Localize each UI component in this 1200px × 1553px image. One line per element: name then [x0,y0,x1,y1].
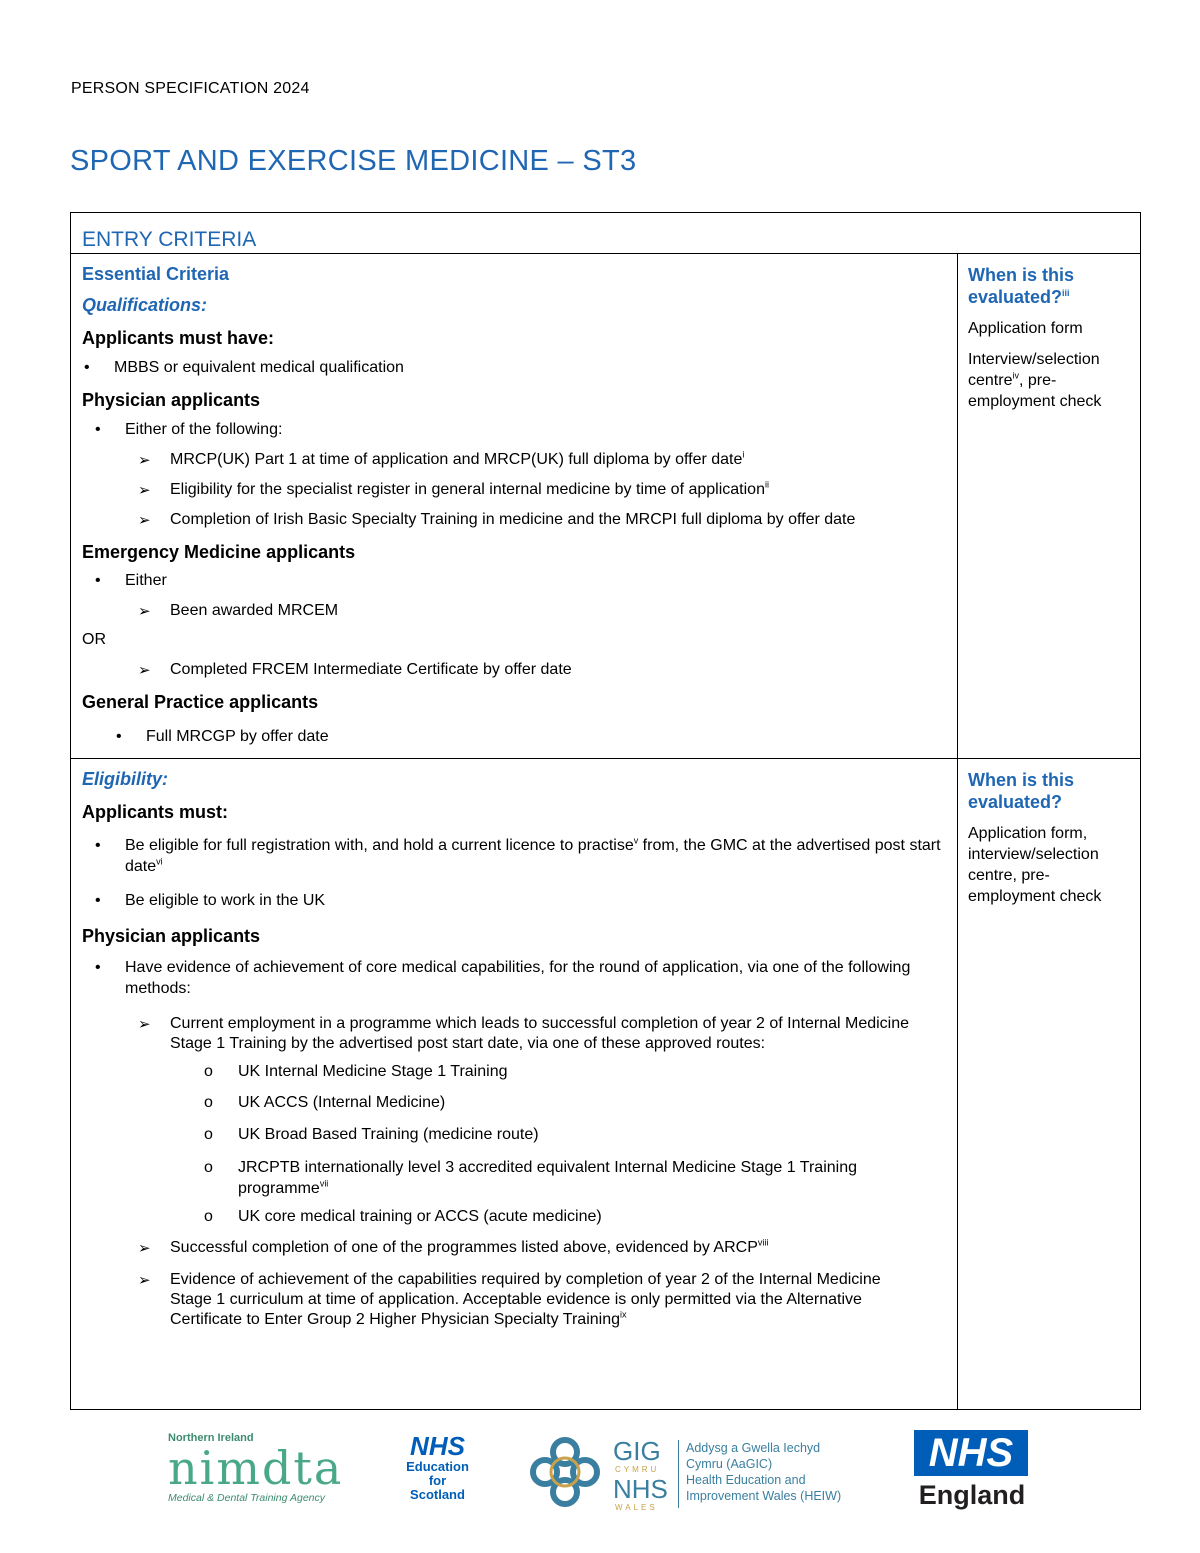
evaluation-method: Application form, interview/selection centre, pre-employment check [968,825,1102,905]
footer-logos [0,1420,1200,1530]
list-item-text: UK core medical training or ACCS (acute medicine) [238,1208,602,1225]
list-item-text: JRCPTB internationally level 3 accredited equivalent Internal Medicine Stage 1 Training programme [238,1159,858,1197]
nes-nhs-text: NHS [410,1431,465,1461]
list-item [238,1157,938,1199]
evaluation-cell [968,769,1133,907]
evaluation-question: When is this evaluated? [968,770,1075,812]
qualifications-row [71,254,1140,759]
heiw-gig-text: GIG [613,1436,661,1466]
footnote-marker: viii [757,1237,769,1248]
nimdta-top-text: Northern Ireland [168,1432,254,1444]
list-item-text: Either of the following: [125,421,283,438]
evaluation-question-text: When is this evaluated? [968,265,1075,307]
evaluation-question [968,264,1133,308]
list-item-text: from, the GMC at the advertised post start date [125,837,941,875]
list-item [125,892,325,910]
list-item-text: Full MRCGP by offer date [146,728,329,745]
list-item [170,661,572,679]
list-item [238,1063,507,1081]
list-item [170,451,744,469]
list-item [170,602,338,620]
list-item-text: Successful completion of one of the programmes listed above, evidenced by ARCP [170,1239,758,1256]
footnote-marker: i [742,449,745,460]
list-item-text: Either [125,572,167,589]
list-item-text: Evidence of achievement of the capabilities required by completion of year 2 of the Internal Medicine Stage 1 curriculum at time of application. Acceptable evidence is only permitted via the Alternative Certificate to Enter Group 2 Higher Physician Specialty Training [170,1271,881,1328]
eligibility-subheading: Eligibility: [82,769,169,789]
list-item [146,728,329,746]
list-item [114,359,404,377]
list-item-text: UK ACCS (Internal Medicine) [238,1094,446,1111]
list-item [238,1126,539,1144]
heiw-text-line: Cymru (AaGIC) [686,1457,773,1471]
list-item [170,1014,930,1054]
list-item-text: Have evidence of achievement of core medical capabilities, for the round of application, via one of the following methods: [125,959,911,997]
list-item-text: Be eligible to work in the UK [125,892,326,909]
evaluation-method [968,349,1123,412]
footnote-marker: iii [1062,288,1070,298]
evaluation-method: Application form [968,320,1083,337]
heiw-logo [525,1432,875,1514]
heiw-text-line: Improvement Wales (HEIW) [686,1489,842,1503]
nimdta-logo [168,1432,353,1514]
heiw-text-line: Addysg a Gwella Iechyd [686,1441,821,1455]
heiw-text-block [686,1440,841,1504]
footnote-marker: vii [319,1178,329,1189]
nhs-england-text: England [918,1480,1026,1510]
list-item-text: Been awarded MRCEM [170,602,339,619]
heiw-text-line: Health Education and [686,1473,806,1487]
heiw-cymru-text: CYMRU [615,1465,660,1474]
list-item-text: Current employment in a programme which leads to successful completion of year 2 of Internal Medicine Stage 1 Training by the advertised post start date, via one of these approved routes: [170,1015,910,1052]
table-heading: ENTRY CRITERIA [82,228,257,251]
list-item [125,421,282,439]
list-item-text: UK Internal Medicine Stage 1 Training [238,1063,508,1080]
nes-line-2: for [428,1473,447,1488]
list-item [238,1208,602,1226]
evaluation-method-text: Interview/selection centre [968,351,1100,389]
nes-line-1: Education [406,1459,469,1474]
table-heading-row [71,213,1140,254]
list-item [170,1270,910,1330]
welsh-knot-icon [525,1432,605,1512]
list-item [170,1239,768,1257]
page-title: SPORT AND EXERCISE MEDICINE – ST3 [70,145,637,177]
evaluation-cell [968,264,1133,412]
list-item-text: Eligibility for the specialist register in general internal medicine by time of application [170,481,765,498]
nhs-england-logo [912,1430,1032,1515]
emergency-heading: Emergency Medicine applicants [82,542,356,562]
column-divider [957,254,958,758]
list-item [170,481,769,499]
list-item [125,835,950,877]
gp-heading: General Practice applicants [82,692,319,712]
heiw-wales-text: WALES [615,1503,658,1512]
list-item-text: Completed FRCEM Intermediate Certificate by offer date [170,661,572,678]
essential-criteria-heading: Essential Criteria [82,264,230,284]
must-have-heading: Applicants must have: [82,328,275,348]
nes-line-3: Scotland [410,1487,465,1502]
footnote-marker: ix [620,1309,627,1320]
qualifications-subheading: Qualifications: [82,295,208,315]
footnote-marker: v [633,835,639,846]
nhs-england-nhs-box: NHS [914,1430,1028,1476]
heiw-divider [678,1440,679,1508]
list-item-text: Completion of Irish Basic Specialty Training in medicine and the MRCPI full diploma by offer date [170,511,856,528]
evaluation-method-text: , pre-employment check [968,372,1102,410]
document-label: PERSON SPECIFICATION 2024 [71,80,310,97]
nes-logo [395,1432,480,1512]
list-item-text: UK Broad Based Training (medicine route) [238,1126,539,1143]
list-item [170,511,855,529]
list-item [125,572,167,590]
entry-criteria-table [70,212,1141,1410]
physician-heading: Physician applicants [82,390,261,410]
footnote-marker: iv [1012,370,1019,381]
or-separator: OR [82,631,106,648]
list-item [238,1094,445,1112]
footnote-marker: ii [764,479,769,490]
eligibility-row [71,759,1140,1409]
nimdta-main-text: nimdta [168,1441,344,1495]
nimdta-bottom-text: Medical & Dental Training Agency [168,1492,325,1504]
physician-heading: Physician applicants [82,926,261,946]
heiw-nhs-text: NHS [613,1474,668,1504]
list-item-text: MRCP(UK) Part 1 at time of application and MRCP(UK) full diploma by offer date [170,451,743,468]
footnote-marker: vi [156,856,163,867]
must-heading: Applicants must: [82,802,229,822]
list-item [125,957,930,999]
list-item-text: Be eligible for full registration with, and hold a current licence to practise [125,837,634,854]
list-item-text: MBBS or equivalent medical qualification [114,359,404,376]
column-divider [957,759,958,1409]
